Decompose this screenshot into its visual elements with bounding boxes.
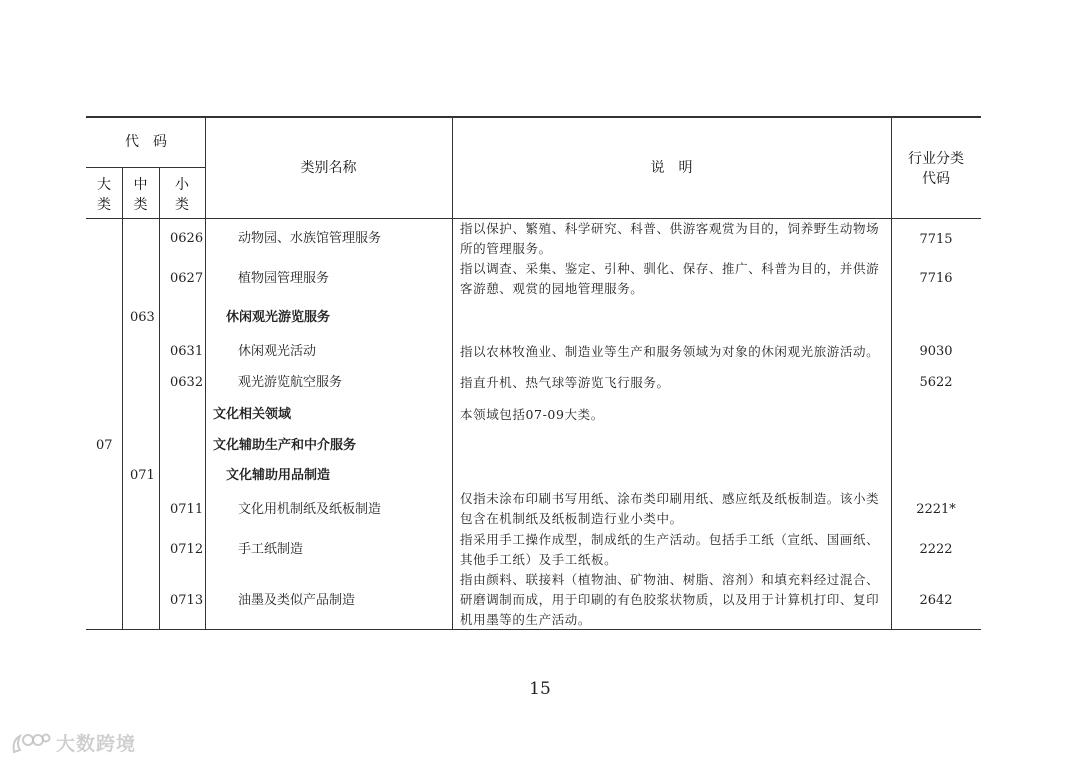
table-row-desc: 指以农林牧渔业、制造业等生产和服务领域为对象的休闲观光旅游活动。 [460,344,880,359]
table-row-small-code: 0626 [170,231,204,246]
table-row-mid-code: 063 [130,310,155,325]
table-row-industry-code: 7716 [919,271,953,286]
header-code-group: 代 码 [125,134,167,150]
table-row-industry-code: 7715 [919,232,953,247]
table-row-desc: 指采用手工操作成型，制成纸的生产活动。包括手工纸（宣纸、国画纸、其他手工纸）及手工纸板。 [460,532,880,567]
col-rule-2 [159,167,160,630]
watermark [10,729,136,756]
table-row-small-code: 0711 [170,502,204,517]
header-industry-code: 行业分类 代码 [908,151,964,187]
table-top-rule [86,116,981,118]
table-row-name: 文化相关领域 [213,407,292,422]
watermark-text: 大数跨境 [56,733,137,755]
table-row-mid-code: 071 [130,468,155,483]
table-row-name: 休闲观光游览服务 [226,310,331,325]
header-mid-category: 中 类 [133,177,148,213]
watermark-logo-icon [10,730,52,756]
table-row-small-code: 0631 [170,344,204,359]
table-row-industry-code: 2221* [916,502,956,517]
table-row-big-code: 07 [96,438,113,453]
table-row-name: 休闲观光活动 [238,344,317,359]
table-row-small-code: 0712 [170,542,204,557]
code-group-rule [86,167,206,168]
table-row-desc: 本领域包括07-09大类。 [460,407,604,422]
table-row-desc: 指直升机、热气球等游览飞行服务。 [460,375,670,390]
table-row-desc: 指以调查、采集、鉴定、引种、驯化、保存、推广、科普为目的，并供游客游憩、观赏的园地管理服务。 [460,261,880,296]
col-rule-4 [452,117,453,630]
table-row-industry-code: 9030 [919,344,953,359]
table-row-name: 手工纸制造 [238,542,304,557]
header-name: 类别名称 [300,160,357,176]
table-row-small-code: 0627 [170,271,204,286]
table-row-name: 动物园、水族馆管理服务 [238,231,382,246]
table-row-small-code: 0632 [170,375,204,390]
table-row-name: 文化用机制纸及纸板制造 [238,502,382,517]
table-row-small-code: 0713 [170,593,204,608]
table-row-name: 植物园管理服务 [238,271,330,286]
header-explanation: 说 明 [650,160,693,176]
table-row-industry-code: 2222 [919,542,953,557]
table-row-name: 文化辅助生产和中介服务 [213,438,357,453]
table-row-desc: 仅指未涂布印刷书写用纸、涂布类印刷用纸、感应纸及纸板制造。该小类包含在机制纸及纸板制造行业小类中。 [460,491,880,526]
col-rule-3 [205,117,206,630]
table-row-name: 文化辅助用品制造 [226,468,331,483]
header-big-category: 大 类 [97,177,111,213]
table-row-industry-code: 5622 [919,375,953,390]
table-row-desc: 指以保护、繁殖、科学研究、科普、供游客观赏为目的，饲养野生动物场所的管理服务。 [460,221,880,256]
table-row-desc: 指由颜料、联接料（植物油、矿物油、树脂、溶剂）和填充料经过混合、研磨调制而成，用于印刷的有色胶浆状物质，以及用于计算机打印、复印机用墨等的生产活动。 [460,572,880,627]
table-row-industry-code: 2642 [919,593,953,608]
table-row-name: 观光游览航空服务 [238,375,343,390]
header-small-category: 小 类 [175,177,189,213]
col-rule-1 [122,167,123,630]
table-row-name: 油墨及类似产品制造 [238,593,356,608]
page-number: 15 [529,679,551,699]
